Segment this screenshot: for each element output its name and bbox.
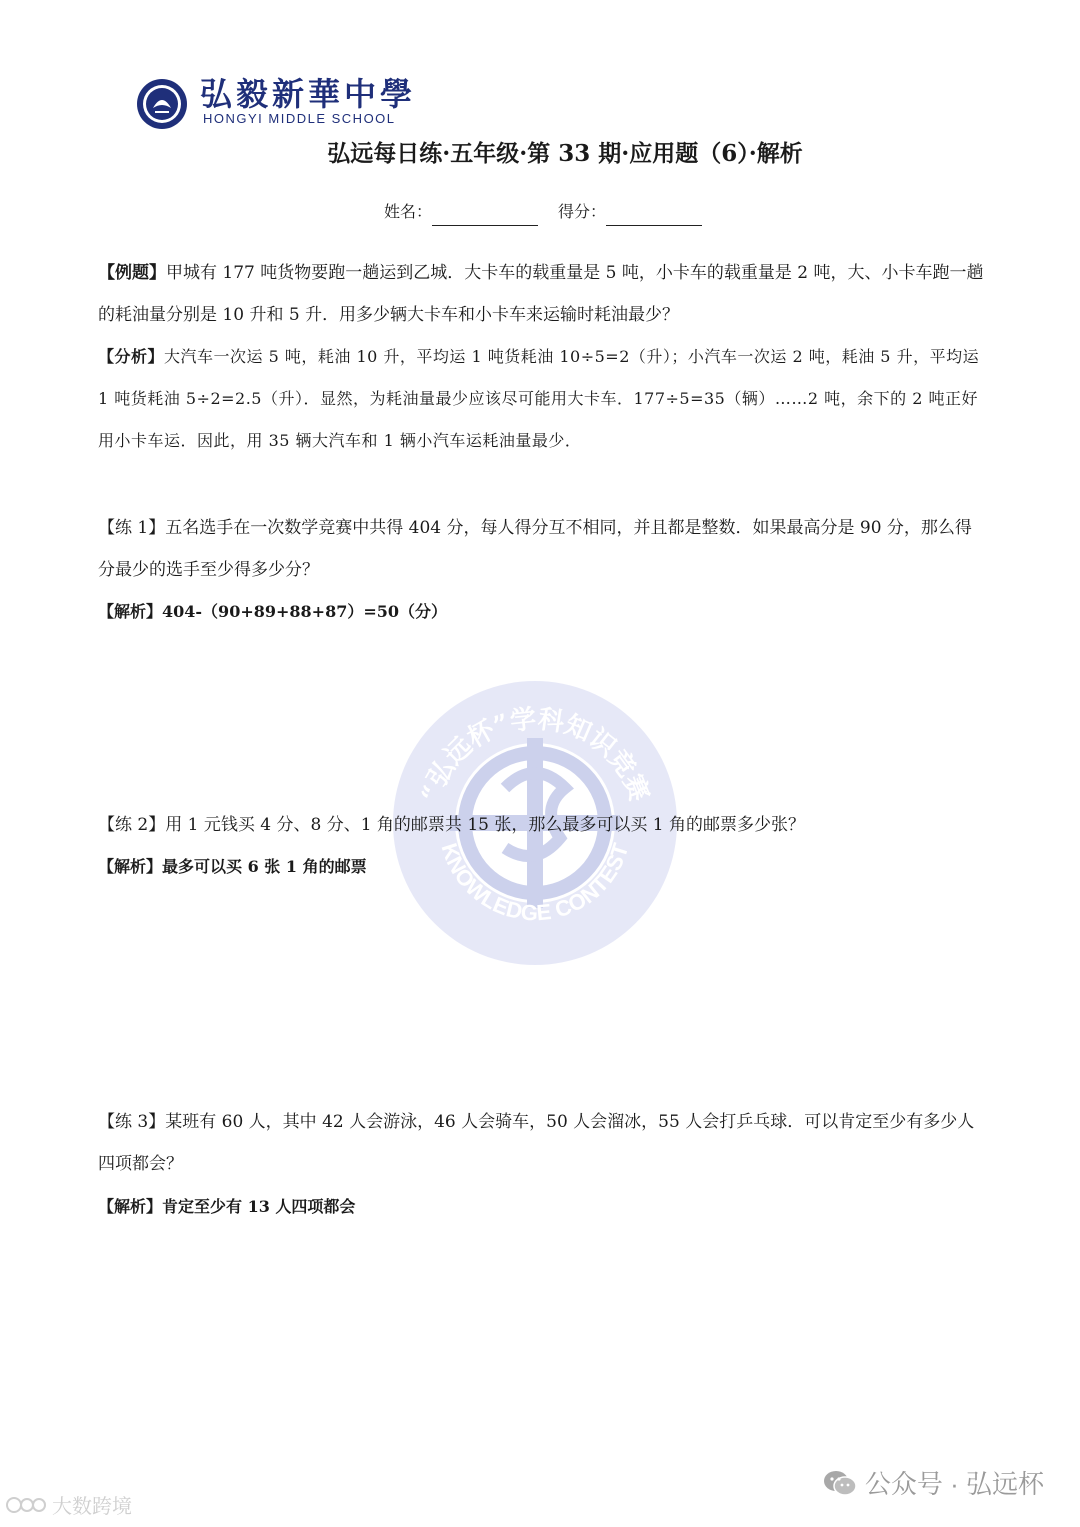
exercise-2: [98, 804, 988, 846]
exercise-3-solution: [98, 1193, 988, 1221]
exercise-label: 【练 1】: [98, 518, 166, 538]
school-name-cn: 弘毅新華中學: [200, 75, 417, 113]
wechat-icon: [823, 1469, 857, 1497]
seal-top-text: “弘远杯”学科知识竞赛: [415, 704, 655, 806]
solution-label: 【解析】: [98, 1197, 163, 1216]
solution-label: 【解析】: [98, 857, 163, 876]
exercise-1-solution: [98, 598, 988, 626]
analysis-label: 【分析】: [98, 347, 165, 366]
example-analysis: [98, 336, 988, 462]
solution-text: 404-（90+89+88+87）=50（分）: [162, 602, 448, 621]
solution-text: 最多可以买 6 张 1 角的邮票: [162, 857, 367, 876]
document-title: 弘远每日练·五年级·第 33 期·应用题（6）·解析: [327, 140, 803, 167]
solution-text: 肯定至少有 13 人四项都会: [162, 1197, 356, 1216]
example-problem: [98, 252, 988, 336]
wechat-account-text: 公众号 · 弘远杯: [864, 1469, 1044, 1499]
corner-watermark-text: 大数跨境: [52, 1496, 132, 1518]
exercise-label: 【练 2】: [98, 815, 166, 835]
exercise-label: 【练 3】: [98, 1112, 166, 1132]
info-row: [384, 198, 702, 226]
name-blank: [432, 205, 538, 226]
score-blank: [606, 205, 702, 226]
example-text: 甲城有 177 吨货物要跑一趟运到乙城．大卡车的载重量是 5 吨，小卡车的载重量是 2 吨，大、小卡车跑一趟的耗油量分别是 10 升和 5 升．用多少辆大卡车和小卡车来运输时耗油最少？: [98, 263, 984, 325]
corner-logo-icon: [6, 1494, 48, 1516]
solution-label: 【解析】: [98, 602, 163, 621]
score-label: 得分：: [558, 202, 607, 221]
corner-watermark: [6, 1490, 132, 1519]
school-logo: [136, 78, 188, 130]
exercise-text: 用 1 元钱买 4 分、8 分、1 角的邮票共 15 张，那么最多可以买 1 角的邮票多少张？: [165, 815, 805, 835]
example-label: 【例题】: [98, 263, 166, 283]
wechat-footer: [823, 1464, 1044, 1501]
school-name-en: HONGYI MIDDLE SCHOOL: [203, 111, 396, 126]
seal-bottom-text: KNOWLEDGE CONTEST: [436, 840, 634, 926]
analysis-text: 大汽车一次运 5 吨，耗油 10 升，平均运 1 吨货耗油 10÷5=2（升）；小汽车一次运 2 吨，耗油 5 升，平均运 1 吨货耗油 5÷2=2.5（升）．显然，为耗油量最少应该尽可能用大卡车．177÷5=35（辆）……2 吨，余下的 2 吨正好用小卡车运．因此，用 35 辆大汽车和 1 辆小汽车运耗油量最少．: [98, 347, 980, 450]
name-label: 姓名：: [384, 202, 433, 221]
exercise-text: 五名选手在一次数学竞赛中共得 404 分，每人得分互不相同，并且都是整数．如果最高分是 90 分，那么得分最少的选手至少得多少分？: [98, 518, 972, 580]
exercise-3: [98, 1101, 988, 1185]
exercise-1: [98, 507, 988, 591]
exercise-2-solution: [98, 853, 988, 881]
exercise-text: 某班有 60 人，其中 42 人会游泳，46 人会骑车，50 人会溜冰，55 人会打乒乓球．可以肯定至少有多少人四项都会？: [98, 1112, 975, 1174]
